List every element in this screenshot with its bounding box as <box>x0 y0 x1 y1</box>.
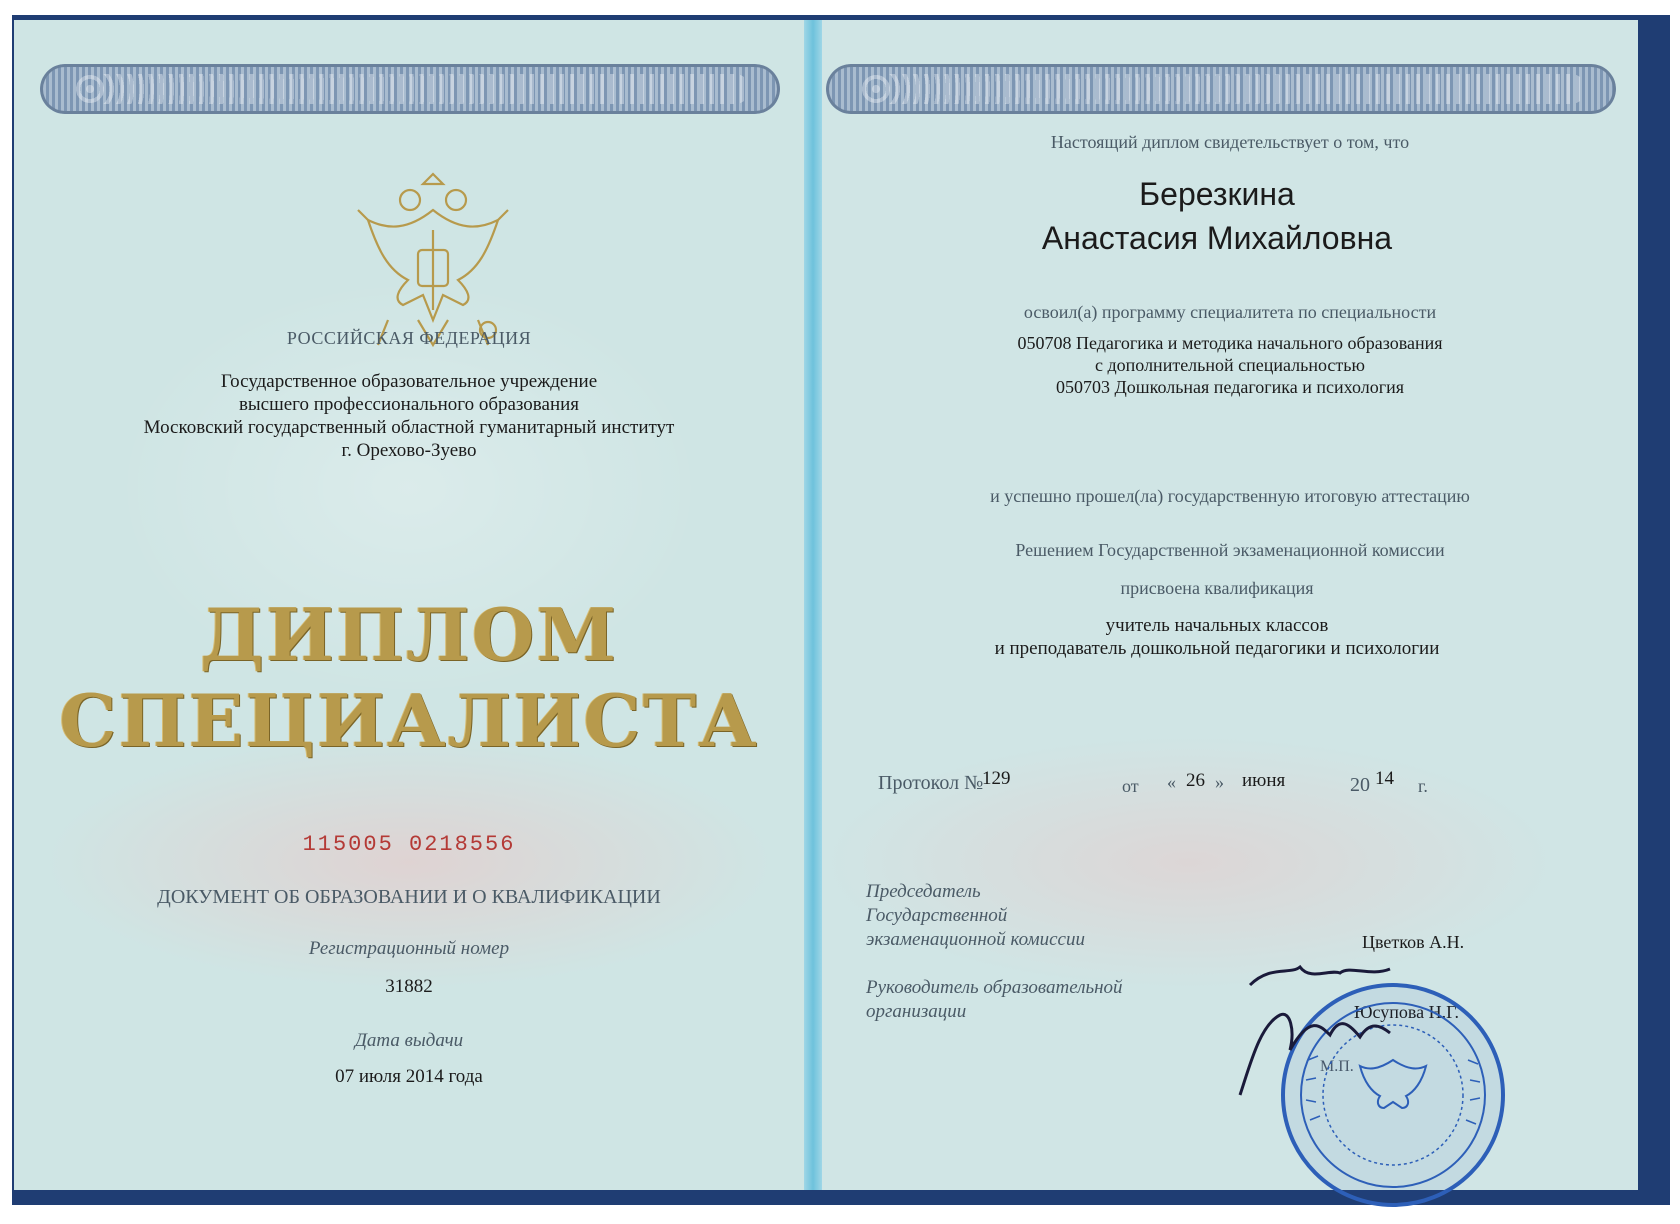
certification-intro: Настоящий диплом свидетельствует о том, что <box>1050 132 1410 152</box>
graduate-surname: Березкина <box>1139 176 1295 212</box>
chair-label-line: Государственной <box>866 905 1008 926</box>
program-line: с дополнительной специальностью <box>1095 355 1365 375</box>
head-label-line: Руководитель образовательной <box>866 977 1123 998</box>
head-label-block <box>866 976 1123 1024</box>
chair-name: Цветков А.Н. <box>1362 932 1465 952</box>
diploma-left-page <box>14 20 804 1190</box>
protocol-from-label: от <box>1122 776 1139 796</box>
year-prefix: 20 <box>1350 774 1370 796</box>
institution-line: г. Орехово-Зуево <box>341 440 477 461</box>
decorative-band <box>826 64 1616 114</box>
institution-line: Государственное образовательное учреждение <box>220 371 598 392</box>
binding-ribbon <box>804 20 822 1190</box>
qualification-intro: присвоена квалификация <box>1120 578 1314 598</box>
program-line: 050708 Педагогика и методика начального образования <box>1017 333 1443 353</box>
date-quote-open: « <box>1167 772 1176 792</box>
diploma-title-line2: СПЕЦИАЛИСТА <box>59 678 759 763</box>
chair-label-line: экзаменационной комиссии <box>866 929 1085 950</box>
institution-block <box>14 370 804 462</box>
program-intro: освоил(а) программу специалитета по специальности <box>1023 302 1437 322</box>
protocol-month: июня <box>1242 770 1286 791</box>
decorative-band <box>40 64 780 114</box>
head-label-line: организации <box>866 1001 967 1022</box>
program-block <box>822 332 1638 398</box>
country-name: РОССИЙСКАЯ ФЕДЕРАЦИЯ <box>286 328 532 348</box>
year-unit: г. <box>1418 776 1428 796</box>
issue-date: 07 июля 2014 года <box>335 1066 483 1087</box>
protocol-day: 26 <box>1186 770 1205 791</box>
graduate-given-names: Анастасия Михайловна <box>1041 220 1393 256</box>
protocol-label: Протокол № <box>878 772 984 794</box>
institution-line: высшего профессионального образования <box>238 394 580 415</box>
institution-line: Московский государственный областной гуманитарный институт <box>143 417 675 438</box>
date-quote-close: » <box>1215 772 1224 792</box>
protocol-number: 129 <box>982 768 1011 789</box>
attestation-text: и успешно прошел(ла) государственную итоговую аттестацию <box>990 486 1470 506</box>
registration-label: Регистрационный номер <box>308 938 510 959</box>
qualification-line: учитель начальных классов <box>1105 615 1329 636</box>
commission-decision: Решением Государственной экзаменационной комиссии <box>1015 540 1445 560</box>
registration-number: 31882 <box>385 976 433 997</box>
chair-label-block <box>866 880 1085 952</box>
program-line: 050703 Дошкольная педагогика и психология <box>1055 377 1404 397</box>
year-suffix: 14 <box>1375 768 1394 789</box>
diploma-title-line1: ДИПЛОМ <box>199 592 619 677</box>
qualification-line: и преподаватель дошкольной педагогики и психологии <box>994 638 1440 659</box>
chair-label-line: Председатель <box>866 881 981 902</box>
handwritten-signatures <box>1220 955 1460 1115</box>
issue-date-label: Дата выдачи <box>354 1030 464 1051</box>
qualification-block <box>822 614 1612 660</box>
document-type: ДОКУМЕНТ ОБ ОБРАЗОВАНИИ И О КВАЛИФИКАЦИИ <box>157 886 661 908</box>
serial-number: 115005 0218556 <box>302 832 516 857</box>
